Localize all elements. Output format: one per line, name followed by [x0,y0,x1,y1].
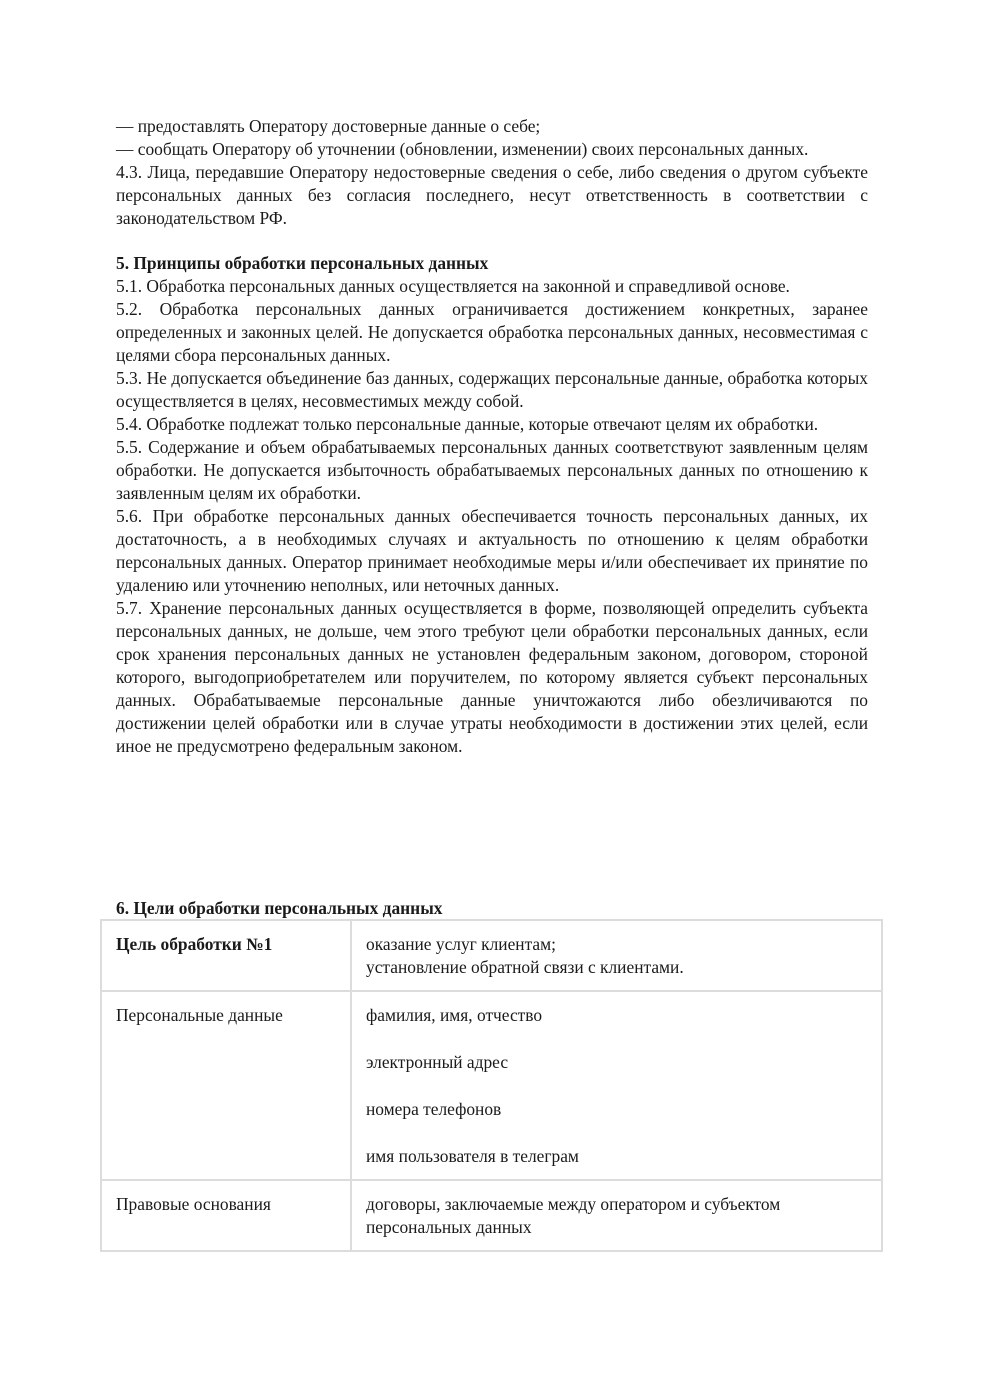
pd-item: номера телефонов [366,1099,502,1119]
goal-value-cell [351,920,882,991]
paragraph-5-6: 5.6. При обработке персональных данных обеспечивается точность персональных данных, их достаточность, а в необходимых случаях и актуальность по отношению к целям обработки персональных данных. Оператор принимает необходимые меры и/или обеспечивает их принятие по удалению или уточнению неполных, или неточных данных. [116,506,868,595]
table-row [101,1180,882,1251]
section-5-heading: 5. Принципы обработки персональных данных [116,253,489,273]
legal-value-cell: договоры, заключаемые между оператором и субъектом персональных данных [351,1180,882,1251]
paragraph-5-7: 5.7. Хранение персональных данных осуществляется в форме, позволяющей определить субъекта персональных данных, не дольше, чем этого требуют цели обработки персональных данных, если срок хранения персональных данных не установлен федеральным законом, договором, стороной которого, выгодоприобретателем или поручителем, по которому является субъект персональных данных. Обрабатываемые персональные данные уничтожаются либо обезличиваются по достижении целей обработки или в случае утраты необходимости в достижении этих целей, если иное не предусмотрено федеральным законом. [116,598,868,756]
paragraph-5-1: 5.1. Обработка персональных данных осуществляется на законной и справедливой основе. [116,276,790,296]
legal-label-cell: Правовые основания [101,1180,351,1251]
paragraph-5-3: 5.3. Не допускается объединение баз данных, содержащих персональные данные, обработка которых осуществляется в целях, несовместимых между собой. [116,368,868,411]
paragraph-5-5: 5.5. Содержание и объем обрабатываемых персональных данных соответствуют заявленным целям обработки. Не допускается избыточность обрабатываемых персональных данных по отношению к заявленным целям их обработки. [116,437,868,503]
paragraph-5-4: 5.4. Обработке подлежат только персональные данные, которые отвечают целям их обработки. [116,414,819,434]
processing-goals-table [100,919,883,1252]
goal-label-cell: Цель обработки №1 [101,920,351,991]
pd-item: фамилия, имя, отчество [366,1005,543,1025]
bullet-report-updates: — сообщать Оператору об уточнении (обновлении, изменении) своих персональных данных. [116,139,809,159]
paragraph-5-2: 5.2. Обработка персональных данных ограничивается достижением конкретных, заранее определенных и законных целей. Не допускается обработка персональных данных, несовместимая с целями сбора персональных данных. [116,299,868,365]
document-page [116,115,868,758]
table-row [101,991,882,1180]
goal-line: установление обратной связи с клиентами. [366,957,684,977]
pd-label-cell: Персональные данные [101,991,351,1180]
pd-value-cell [351,991,882,1180]
pd-item: электронный адрес [366,1052,509,1072]
section-6-heading: 6. Цели обработки персональных данных [116,898,443,918]
bullet-provide-data: — предоставлять Оператору достоверные данные о себе; [116,116,541,136]
table-row [101,920,882,991]
pd-item: имя пользователя в телеграм [366,1146,579,1166]
paragraph-4-3: 4.3. Лица, передавшие Оператору недостоверные сведения о себе, либо сведения о другом субъекте персональных данных без согласия последнего, несут ответственность в соответствии с законодательством РФ. [116,162,868,228]
goal-line: оказание услуг клиентам; [366,934,556,954]
spacer [116,230,868,252]
